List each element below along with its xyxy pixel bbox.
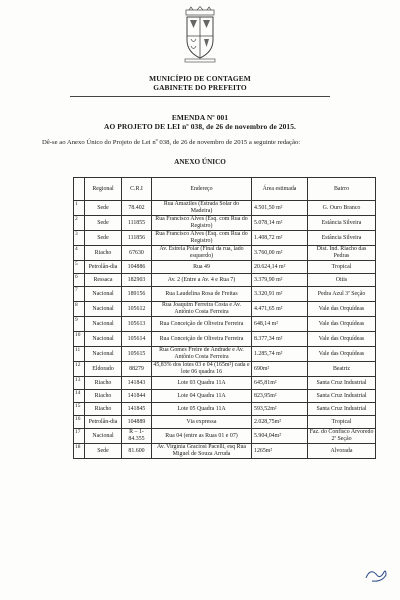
header-cri: C.R.I <box>122 178 152 201</box>
area-cell: 5.904,04m² <box>252 429 308 444</box>
cri-cell: 111856 <box>122 231 152 246</box>
district-cell: Faz. do Confisco Arvoredo 2ª Seção <box>308 429 376 444</box>
table-row <box>74 403 376 416</box>
cri-cell: 81.600 <box>122 444 152 459</box>
header-divider <box>70 96 330 97</box>
district-cell: Vale das Orquídeas <box>308 302 376 317</box>
row-number: 6 <box>74 274 85 287</box>
table-row <box>74 261 376 274</box>
district-cell: G. Ouro Branco <box>308 201 376 216</box>
district-cell: Santa Cruz Industrial <box>308 377 376 390</box>
table-row <box>74 362 376 377</box>
district-cell: Pedra Azul 3ª Seção <box>308 287 376 302</box>
area-cell: 4.501,50 m² <box>252 201 308 216</box>
address-cell: Av. Estrela Polar (Final da rua, lado esquerdo) <box>152 246 252 261</box>
area-cell: 3.379,90 m² <box>252 274 308 287</box>
table-row <box>74 274 376 287</box>
row-number: 11 <box>74 347 85 362</box>
district-cell: Tropical <box>308 261 376 274</box>
row-number: 3 <box>74 231 85 246</box>
address-cell: Lote 05 Quadra 11A <box>152 403 252 416</box>
area-cell: 648,14 m² <box>252 317 308 332</box>
address-cell: 45,83% dos lotes 03 e 04 (165m²) cada e lote 06 quadra 16 <box>153 362 250 375</box>
regional-cell: Riacho <box>85 377 122 390</box>
district-cell: Estância Silveira <box>308 231 376 246</box>
row-number: 10 <box>74 332 85 347</box>
cri-cell: 104886 <box>122 261 152 274</box>
area-cell: 5.078,14 m² <box>252 216 308 231</box>
table-row <box>74 246 376 261</box>
amendment-body: Dê-se ao Anexo Único do Projeto de Lei nº 038, de 26 de novembro de 2015 a seguinte redação: <box>42 139 301 146</box>
regional-cell: Riacho <box>85 246 122 261</box>
cri-cell: 105613 <box>122 317 152 332</box>
row-number: 15 <box>74 403 85 416</box>
table-row <box>74 444 376 459</box>
table-row <box>74 416 376 429</box>
table-row <box>74 377 376 390</box>
area-cell: 2.028,75m² <box>252 416 308 429</box>
address-cell: Via expressa <box>152 416 252 429</box>
area-cell: 8.377,34 m² <box>252 332 308 347</box>
cri-cell: 189156 <box>122 287 152 302</box>
area-cell: 3.320,91 m² <box>252 287 308 302</box>
header-district: Bairro <box>308 178 376 201</box>
area-cell: 645,81m² <box>252 377 308 390</box>
row-number: 12 <box>74 362 85 377</box>
address-cell: Rua Francisco Alves (Esq. com Rua do Registro) <box>152 231 252 246</box>
row-number: 5 <box>74 261 85 274</box>
address-cell: Rua Conceição de Oliveira Ferreira <box>152 317 252 332</box>
row-number: 13 <box>74 377 85 390</box>
district-cell: Estância Silveira <box>308 216 376 231</box>
address-cell: Lote 03 Quadra 11A <box>152 377 252 390</box>
area-cell: 4.471,65 m² <box>252 302 308 317</box>
address-cell: Rua Gomes Freire de Andrade e Av. Antônio Costa Ferreira <box>152 347 252 362</box>
coat-of-arms-icon <box>183 6 217 64</box>
area-cell: 3.760,00 m² <box>252 246 308 261</box>
table-row <box>74 201 376 216</box>
table-row <box>74 231 376 246</box>
area-cell: 1.408,72 m² <box>252 231 308 246</box>
district-cell: Vale das Orquídeas <box>308 347 376 362</box>
district-cell: Tropical <box>308 416 376 429</box>
area-cell: 690m² <box>252 362 308 377</box>
district-cell: Dist. Ind. Riacho das Pedras <box>308 246 376 261</box>
table-row <box>74 317 376 332</box>
cri-cell: 105614 <box>122 332 152 347</box>
table-row <box>74 347 376 362</box>
row-number: 16 <box>74 416 85 429</box>
cri-cell: 141843 <box>122 377 152 390</box>
cri-cell: 141845 <box>122 403 152 416</box>
table-row <box>74 332 376 347</box>
table-row <box>74 287 376 302</box>
cri-cell: 104889 <box>122 416 152 429</box>
district-cell: Oitis <box>308 274 376 287</box>
regional-cell: Sede <box>85 201 122 216</box>
district-cell: Santa Cruz Industrial <box>308 403 376 416</box>
regional-cell: Nacional <box>85 332 122 347</box>
district-cell: Alvorada <box>308 444 376 459</box>
regional-cell: Nacional <box>85 347 122 362</box>
cri-cell: 105615 <box>122 347 152 362</box>
regional-cell: Sede <box>85 444 122 459</box>
address-cell: Av. 2 (Entre a Av. 4 e Rua 7) <box>152 274 252 287</box>
address-cell: Rua Francisco Alves (Esq. com Rua do Registro) <box>152 216 252 231</box>
address-cell: Av. Virgínia Graciosi Pacelli, esq Rua Miguel de Souza Arruda <box>152 444 252 459</box>
regional-cell: Riacho <box>85 390 122 403</box>
area-cell: 823,95m² <box>252 390 308 403</box>
regional-cell: Petrolân-dia <box>85 261 122 274</box>
row-number: 14 <box>74 390 85 403</box>
annex-table-body <box>74 201 376 459</box>
table-row <box>74 216 376 231</box>
header-area: Área estimada <box>252 178 308 201</box>
area-cell: 20.624,14 m² <box>252 261 308 274</box>
regional-cell: Riacho <box>85 403 122 416</box>
regional-cell: Sede <box>85 216 122 231</box>
district-cell: Beatriz <box>308 362 376 377</box>
address-cell: Rua 04 (entre as Ruas 01 e 07) <box>152 429 252 444</box>
cri-cell: 67630 <box>122 246 152 261</box>
cri-cell: R – 1- 84.355 <box>122 429 152 444</box>
row-number: 9 <box>74 317 85 332</box>
cri-cell: 88279 <box>122 362 152 377</box>
row-number: 1 <box>74 201 85 216</box>
regional-cell: Ressaca <box>85 274 122 287</box>
initials-signature <box>364 566 388 584</box>
address-cell: Rua Joaquim Ferreira Costa e Av. Antônio Costa Ferreira <box>152 302 252 317</box>
municipality-name: MUNICÍPIO DE CONTAGEM <box>149 74 251 83</box>
district-cell: Vale das Orquídeas <box>308 332 376 347</box>
row-number: 18 <box>74 444 85 459</box>
area-cell: 1265m² <box>252 444 308 459</box>
district-cell: Santa Cruz Industrial <box>308 390 376 403</box>
cri-cell: 141844 <box>122 390 152 403</box>
regional-cell: Nacional <box>85 287 122 302</box>
regional-cell: Sede <box>85 231 122 246</box>
header-regional: Regional <box>85 178 122 201</box>
row-number: 7 <box>74 287 85 302</box>
row-number: 4 <box>74 246 85 261</box>
address-cell: Lote 04 Quadra 11A <box>152 390 252 403</box>
amendment-title: EMENDA Nº 001 <box>171 113 229 122</box>
amendment-subtitle: AO PROJETO DE LEI nº 038, de 26 de novembro de 2015. <box>104 122 296 131</box>
table-row <box>74 390 376 403</box>
area-cell: 593,52m² <box>252 403 308 416</box>
cri-cell: 111855 <box>122 216 152 231</box>
table-row <box>74 302 376 317</box>
address-cell: Rua Conceição de Oliveira Ferreira <box>152 332 252 347</box>
address-cell: Rua Amaziles (Estrada Solar do Madeira) <box>152 201 252 216</box>
regional-cell: Nacional <box>85 317 122 332</box>
district-cell: Vale das Orquídeas <box>308 317 376 332</box>
office-name: GABINETE DO PREFEITO <box>153 83 247 92</box>
regional-cell: Petrolân-dia <box>85 416 122 429</box>
area-cell: 1.285,74 m² <box>252 347 308 362</box>
row-number: 2 <box>74 216 85 231</box>
cri-cell: 182903 <box>122 274 152 287</box>
header-number <box>74 178 85 201</box>
cri-cell: 78.402 <box>122 201 152 216</box>
row-number: 17 <box>74 429 85 444</box>
cri-cell: 105612 <box>122 302 152 317</box>
annex-title: ANEXO ÚNICO <box>174 158 226 166</box>
row-number: 8 <box>74 302 85 317</box>
table-header-row <box>74 178 376 201</box>
regional-cell: Eldorado <box>85 362 122 377</box>
table-row <box>74 429 376 444</box>
annex-table <box>73 177 376 459</box>
address-cell: Rua 49 <box>152 261 252 274</box>
header-address: Endereço <box>152 178 252 201</box>
address-cell: Rua Laudelina Rosa de Freitas <box>152 287 252 302</box>
regional-cell: Nacional <box>85 302 122 317</box>
regional-cell: Nacional <box>85 429 122 444</box>
